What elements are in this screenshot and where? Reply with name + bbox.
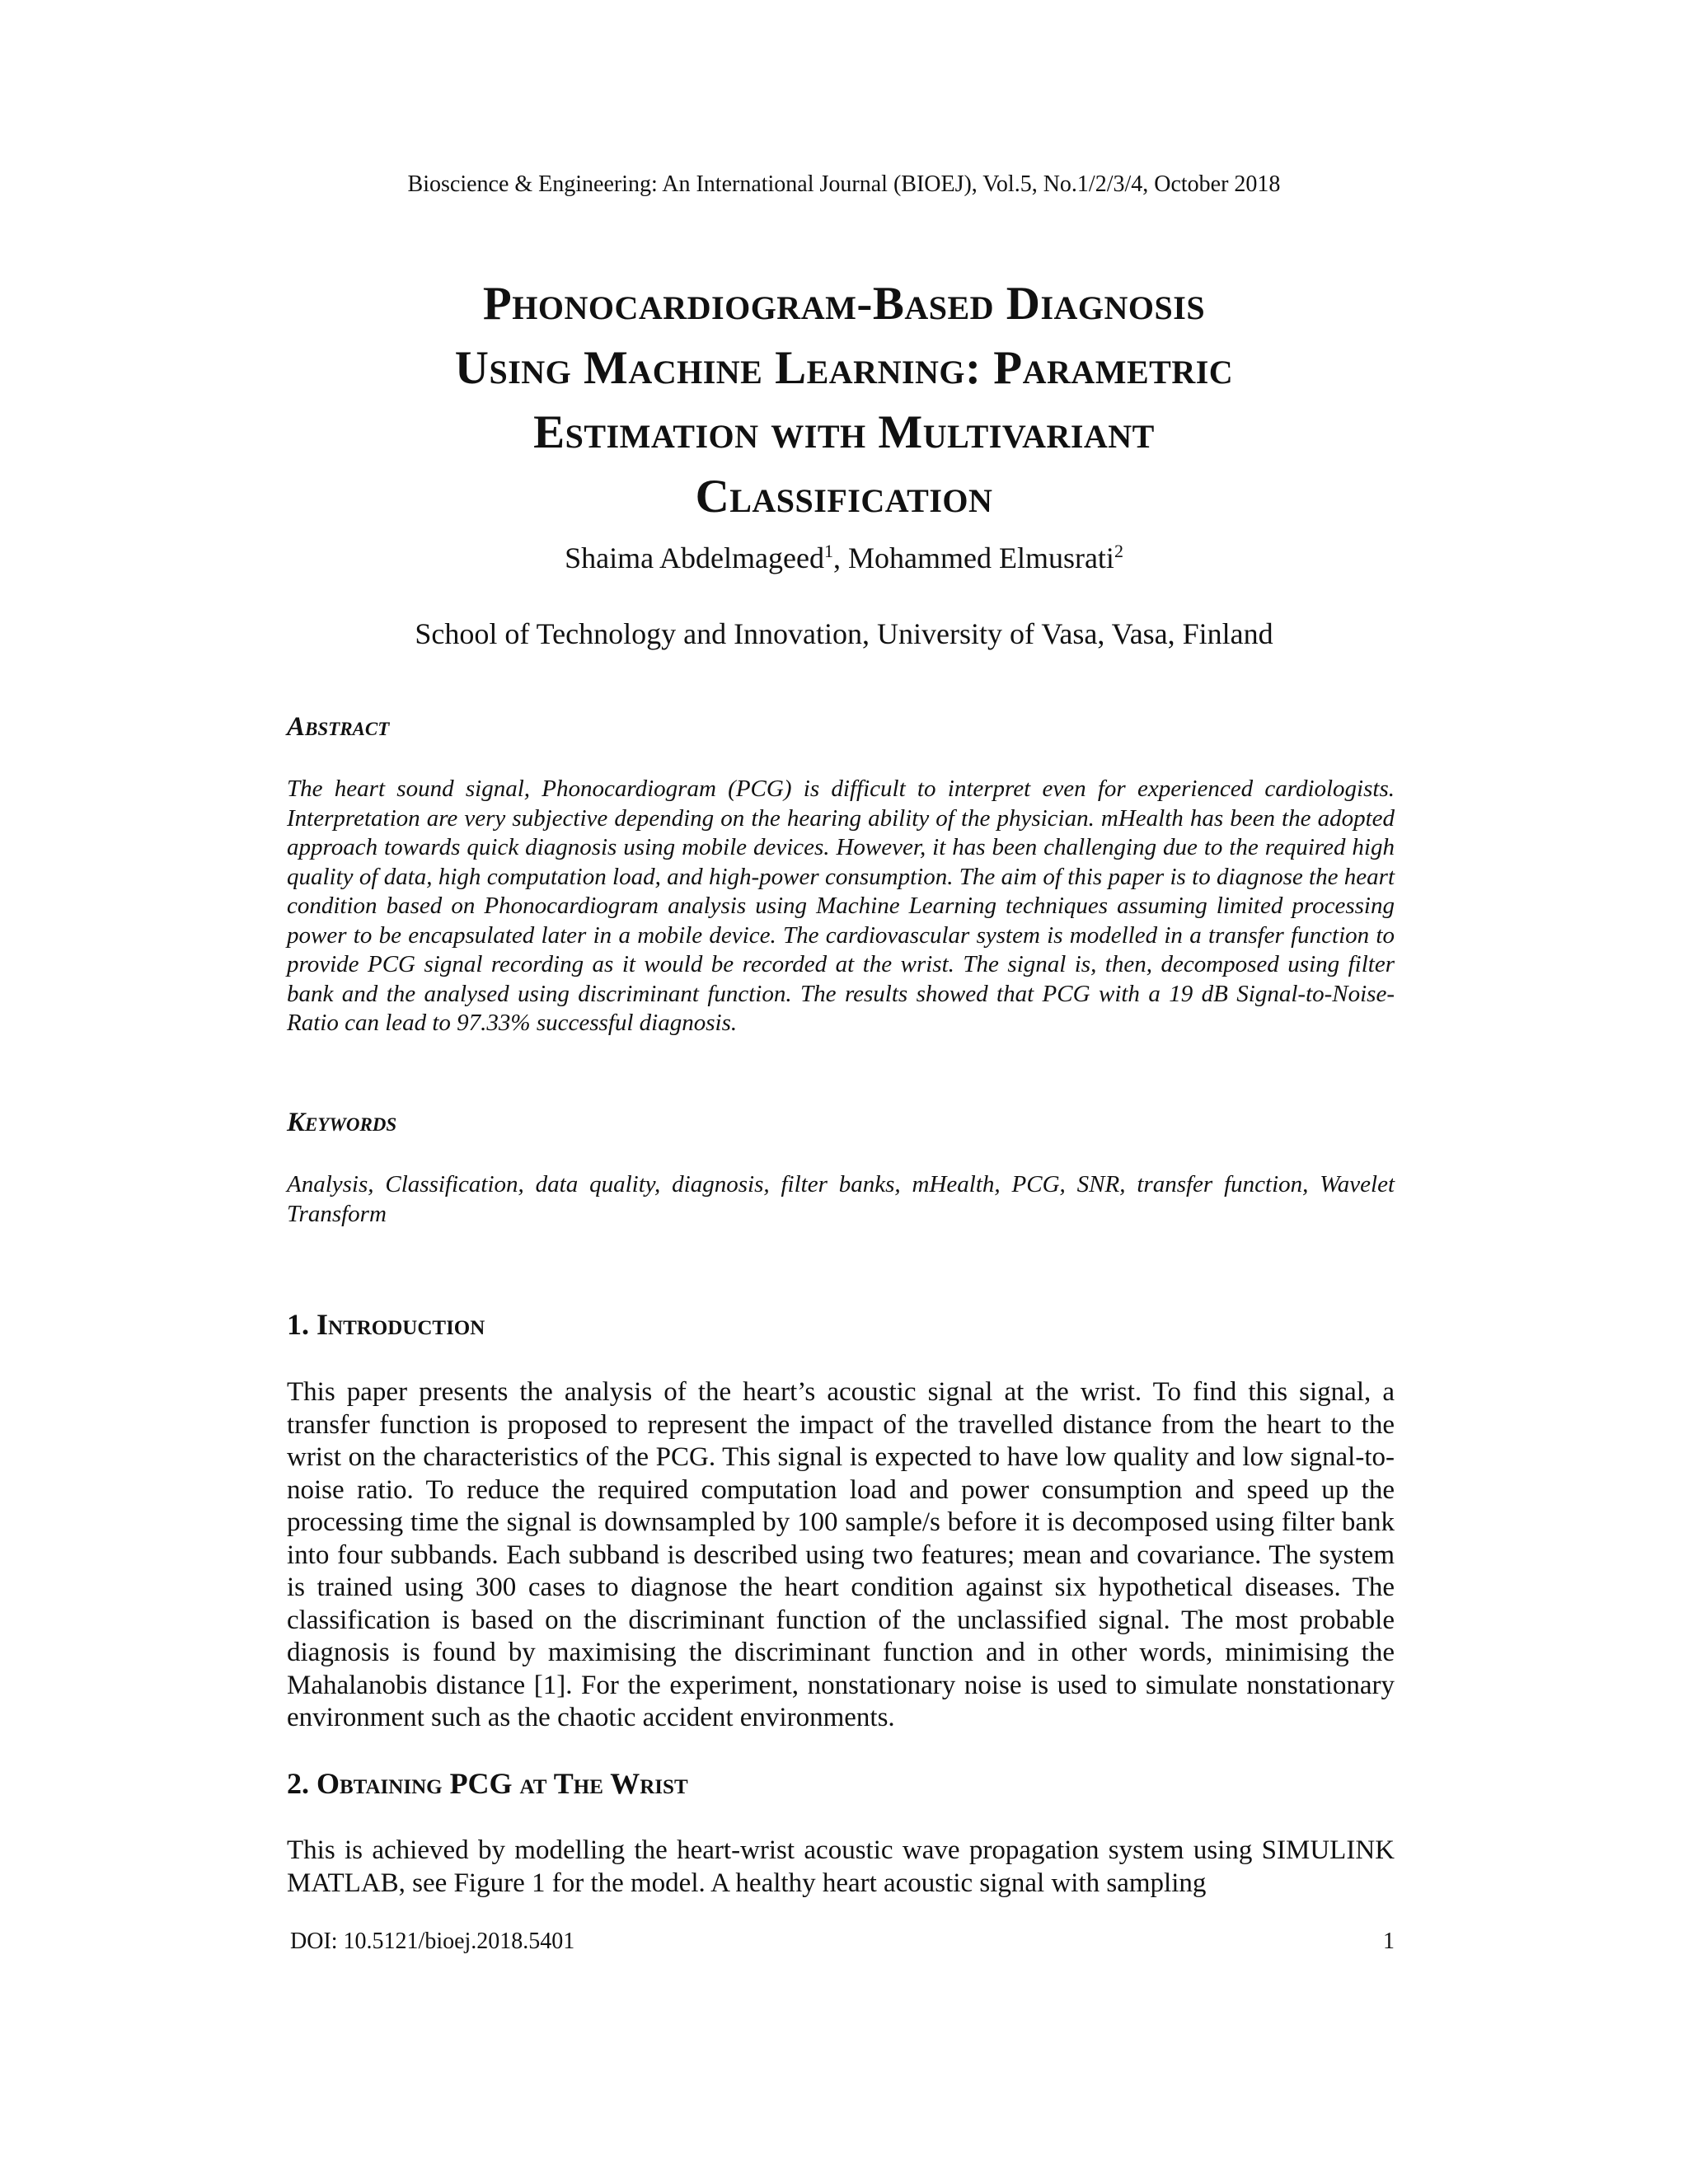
section-heading-introduction: 1. Introduction [287,1308,485,1341]
title-line-3: Estimation with Multivariant [533,406,1155,458]
title-line-2: Using Machine Learning: Parametric [454,342,1234,394]
author-separator: , [832,541,848,574]
paper-title [0,272,1688,529]
author-name: Shaima Abdelmageed [565,541,824,574]
author-list [0,541,1688,575]
author-name: Mohammed Elmusrati [847,541,1114,574]
keywords-heading: Keywords [287,1108,397,1137]
page-number: 1 [1383,1929,1395,1954]
journal-running-header: Bioscience & Engineering: An International Journal (BIOEJ), Vol.5, No.1/2/3/4, October 2018 [407,171,1281,197]
section-heading-obtaining-pcg: 2. Obtaining PCG at The Wrist [287,1767,688,1800]
title-line-4: Classification [695,471,993,523]
author-affiliation: School of Technology and Innovation, University of Vasa, Vasa, Finland [415,617,1273,650]
affiliation-marker: 2 [1114,541,1123,561]
abstract-heading: Abstract [287,712,390,742]
abstract-text: The heart sound signal, Phonocardiogram (PCG) is difficult to interpret even for experienced cardiologists. Interpretation are very subjective depending on the hearing ability of the physician. mHealth has been the adopted approach towards quick diagnosis using mobile devices. However, it has been challenging due to the required high quality of data, high computation load, and high-power consumption. The aim of this paper is to diagnose the heart condition based on Phonocardiogram analysis using Machine Learning techniques assuming limited processing power to be encapsulated later in a mobile device. The cardiovascular system is modelled in a transfer function to provide PCG signal recording as it would be recorded at the wrist. The signal is, then, decomposed using filter bank and the analysed using discriminant function. The results showed that PCG with a 19 dB Signal-to-Noise-Ratio can lead to 97.33% successful diagnosis. [287,776,1395,1036]
keywords-text: Analysis, Classification, data quality, diagnosis, filter banks, mHealth, PCG, SNR, transfer function, Wavelet Transform [287,1171,1395,1227]
section-body-introduction: This paper presents the analysis of the heart’s acoustic signal at the wrist. To find this signal, a transfer function is proposed to represent the impact of the travelled distance from the heart to the wrist on the characteristics of the PCG. This signal is expected to have low quality and low signal-to-noise ratio. To reduce the required computation load and power consumption and speed up the processing time the signal is downsampled by 100 sample/s before it is decomposed using filter bank into four subbands. Each subband is described using two features; mean and covariance. The system is trained using 300 cases to diagnose the heart condition against six hypothetical diseases. The classification is based on the discriminant function of the unclassified signal. The most probable diagnosis is found by maximising the discriminant function and in other words, minimising the Mahalanobis distance [1]. For the experiment, nonstationary noise is used to simulate nonstationary environment such as the chaotic accident environments. [287,1377,1395,1732]
title-line-1: Phonocardiogram-Based Diagnosis [482,278,1206,330]
section-body-obtaining-pcg: This is achieved by modelling the heart-wrist acoustic wave propagation system using SIMULINK MATLAB, see Figure 1 for the model. A healthy heart acoustic signal with sampling [287,1835,1395,1898]
affiliation-marker: 1 [823,541,833,561]
doi-link[interactable]: DOI: 10.5121/bioej.2018.5401 [290,1929,575,1954]
